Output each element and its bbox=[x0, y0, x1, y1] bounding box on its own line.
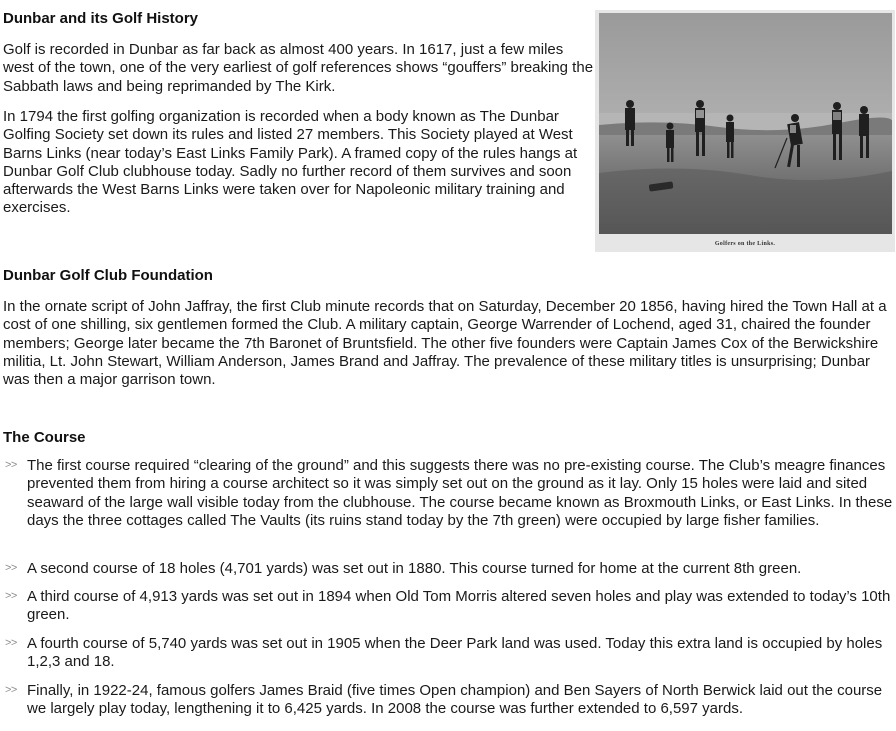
list-item-text: A third course of 4,913 yards was set out in 1894 when Old Tom Morris altered seven holes and play was extended to today’s 10th green. bbox=[27, 588, 891, 624]
bullet-arrows-icon: >> bbox=[5, 562, 17, 574]
list-item-text: A fourth course of 5,740 yards was set out in 1905 when the Deer Park land was used. Today this extra land is occupied by holes 1,2,3 and 18. bbox=[27, 635, 883, 671]
bullet-arrows-icon: >> bbox=[5, 590, 17, 602]
history-paragraph-1: Golf is recorded in Dunbar as far back as almost 400 years. In 1617, just a few miles west of the town, one of the very earliest of golf references shows “gouffers” breaking the Sabbath laws and being reprimanded by The Kirk. bbox=[3, 41, 594, 95]
list-item-text: A second course of 18 holes (4,701 yards) was set out in 1880. This course turned for home at the current 8th green. bbox=[27, 560, 802, 577]
bullet-arrows-icon: >> bbox=[5, 684, 17, 696]
foundation-paragraph: In the ornate script of John Jaffray, the first Club minute records that on Saturday, December 20 1856, having hired the Town Hall at a cost of one shilling, six gentlemen formed the Club. A military captain, George Warrender of Lochend, aged 31, chaired the founder members; George later became the 7th Baronet of Bruntsfield. The other five founders were Captain James Cox of the Berwickshire militia, Lt. John Stewart, William Anderson, James Brand and Jaffray. The prevalence of these military titles is unsurprising; Dunbar was then a major garrison town. bbox=[3, 298, 887, 389]
golfers-photo bbox=[599, 13, 892, 234]
section-title-the-course: The Course bbox=[3, 429, 86, 446]
section-title-club-foundation: Dunbar Golf Club Foundation bbox=[3, 267, 213, 284]
list-item-text: Finally, in 1922-24, famous golfers James Braid (five times Open champion) and Ben Sayers of North Berwick laid out the course we largely play today, lengthening it to 6,425 yards. In 2008 the course was further extended to 6,597 yards. bbox=[27, 682, 883, 718]
list-item-text: The first course required “clearing of the ground” and this suggests there was no pre-existing course. The Club’s meagre finances prevented them from hiring a course architect so it was simply set out on the ground as it lay. Only 15 holes were laid and sited seaward of the large wall visible today from the clubhouse. The course became known as Broxmouth Links, or East Links. In these days the three cottages called The Vaults (its ruins stand today by the 7th green) were occupied by large fisher families. bbox=[27, 457, 893, 529]
bullet-arrows-icon: >> bbox=[5, 637, 17, 649]
golfers-photo-figure bbox=[595, 10, 895, 252]
section-title-golf-history: Dunbar and its Golf History bbox=[3, 10, 199, 27]
history-paragraph-2: In 1794 the first golfing organization is recorded when a body known as The Dunbar Golfing Society set down its rules and listed 27 members. This Society played at West Barns Links (near today’s East Links Family Park). A framed copy of the rules hangs at Dunbar Golf Club clubhouse today. Sadly no further record of them survives and soon afterwards the West Barns Links were taken over for Napoleonic military training and exercises. bbox=[3, 108, 578, 217]
photo-caption: Golfers on the Links. bbox=[714, 241, 776, 247]
bullet-arrows-icon: >> bbox=[5, 459, 17, 471]
